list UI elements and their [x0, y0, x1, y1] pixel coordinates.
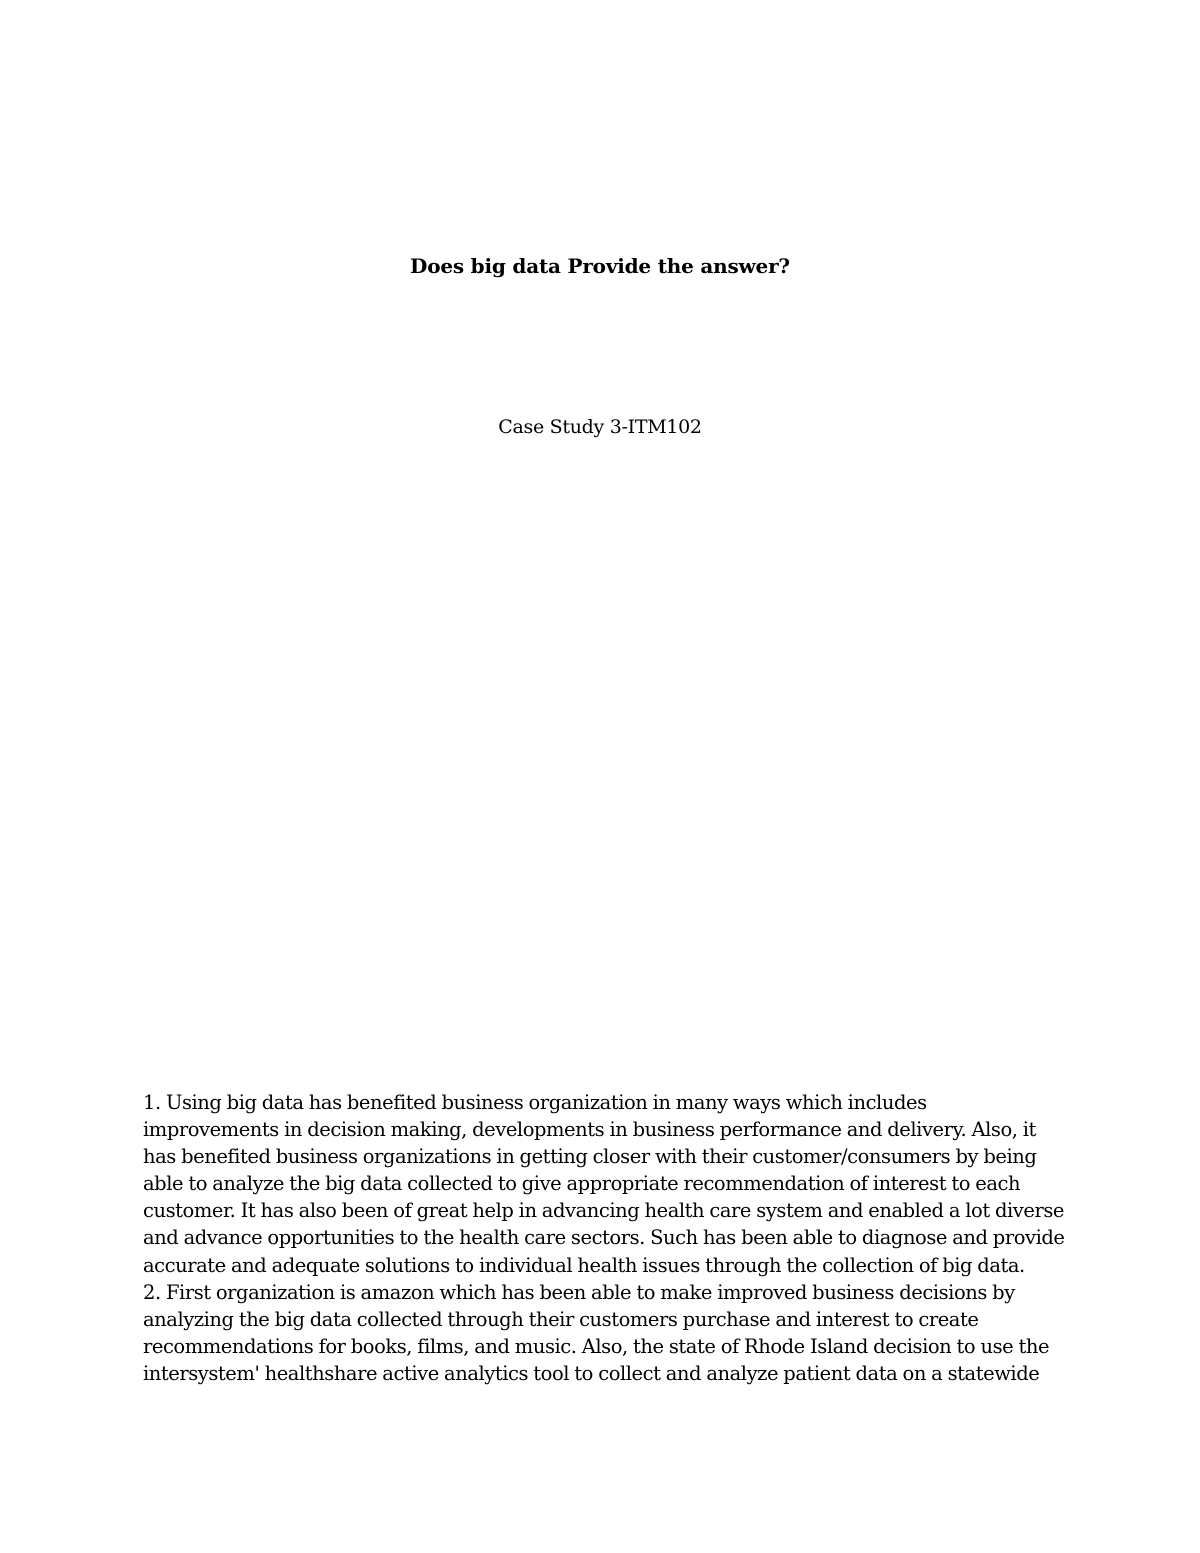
body-line: accurate and adequate solutions to individual health issues through the collection of big data. [143, 1253, 1025, 1277]
body-line: analyzing the big data collected through their customers purchase and interest to create [143, 1307, 979, 1331]
body-line: able to analyze the big data collected to give appropriate recommendation of interest to each [143, 1172, 1021, 1196]
body-line: 1. Using big data has benefited business organization in many ways which includes [143, 1091, 927, 1114]
body-line: 2. First organization is amazon which has been able to make improved business decisions by [143, 1280, 1015, 1304]
body-line: intersystem' healthshare active analytics tool to collect and analyze patient data on a statewide [143, 1361, 1040, 1385]
body-line: improvements in decision making, developments in business performance and delivery. Also, it [143, 1118, 1036, 1142]
document-body [143, 1089, 1083, 1387]
document-title: Does big data Provide the answer? [410, 254, 790, 278]
document-subtitle: Case Study 3-ITM102 [498, 416, 702, 438]
body-line: has benefited business organizations in getting closer with their customer/consumers by being [143, 1145, 1037, 1169]
body-line: customer. It has also been of great help in advancing health care system and enabled a lot diverse [143, 1199, 1064, 1223]
body-line: recommendations for books, films, and music. Also, the state of Rhode Island decision to use the [143, 1334, 1050, 1358]
body-line: and advance opportunities to the health care sectors. Such has been able to diagnose and provide [143, 1226, 1065, 1250]
